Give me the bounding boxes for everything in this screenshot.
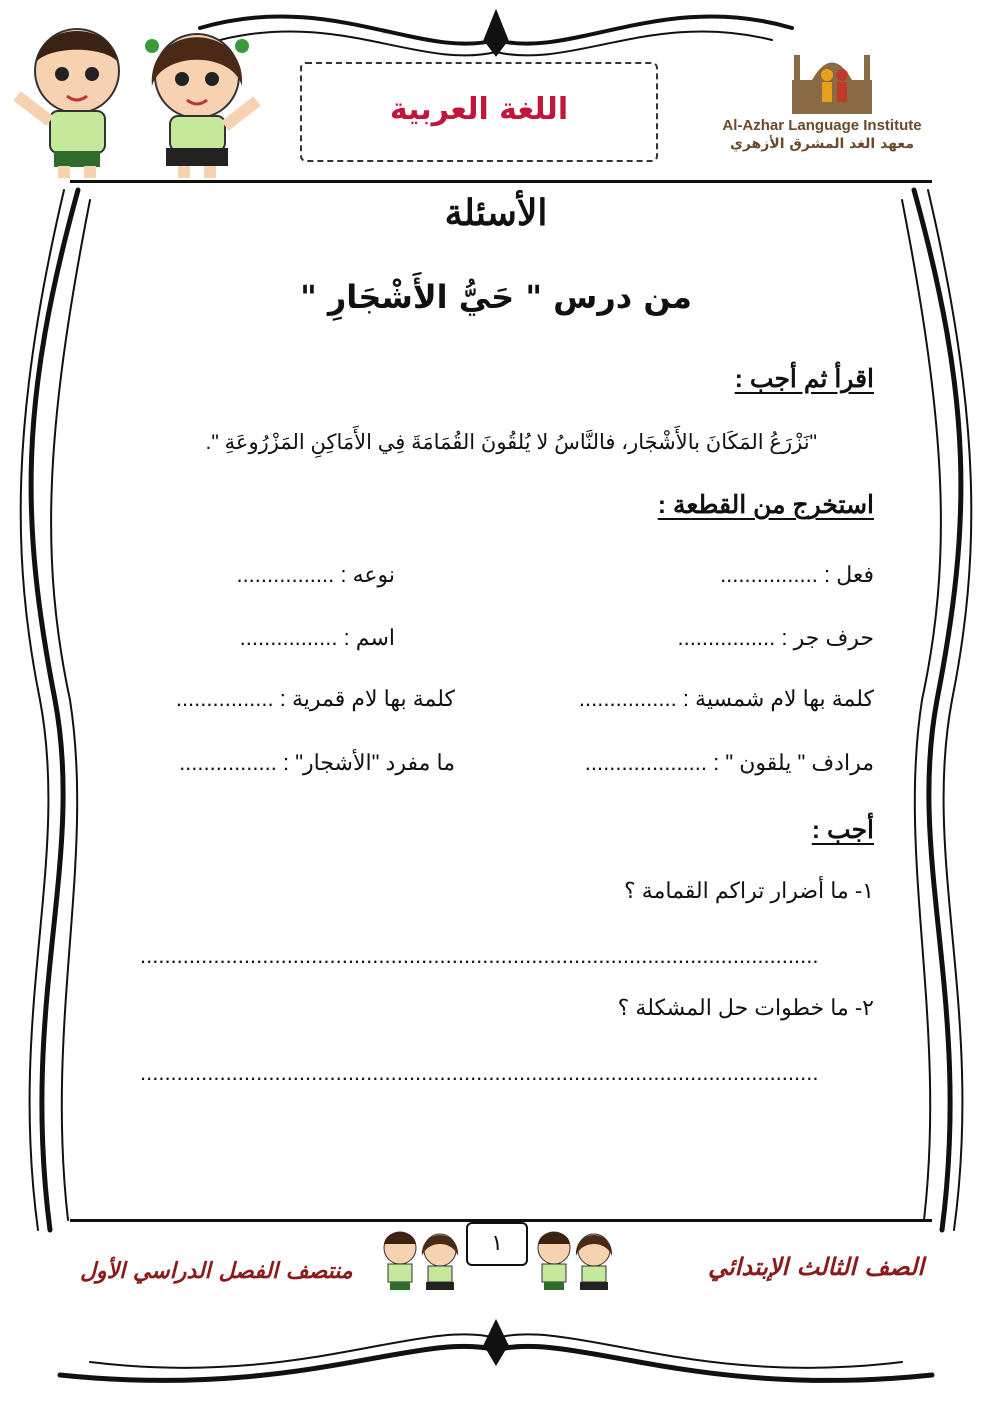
institute-name-ar: معهد الغد المشرق الأزهري <box>729 136 914 152</box>
header-divider <box>70 180 932 183</box>
read-heading: اقرأ ثم أجب : <box>734 365 874 393</box>
page-number: ١ <box>466 1222 528 1266</box>
page-title: الأسئلة <box>444 192 548 234</box>
extract-verb-type: نوعه : ................ <box>236 562 395 587</box>
extract-heading: استخرج من القطعة : <box>657 491 874 519</box>
institute-name-en: Al-Azhar Language Institute <box>722 117 922 134</box>
answer-heading: أجب : <box>811 816 874 844</box>
extract-synonym: مرادف " يلقون " : .................... <box>584 750 874 775</box>
extract-noun: اسم : ................ <box>239 625 395 650</box>
extract-lunar-lam: كلمة بها لام قمرية : ................ <box>175 686 455 711</box>
kids-small-right-icon <box>532 1226 618 1296</box>
subject-title: اللغة العربية <box>389 92 569 127</box>
footer-grade: الصف الثالث الإبتدائي <box>708 1252 924 1281</box>
extract-solar-lam: كلمة بها لام شمسية : ................ <box>578 686 874 711</box>
lesson-title: من درس " حَيُّ الأَشْجَارِ " <box>300 278 692 316</box>
institute-logo-icon <box>782 40 882 116</box>
question-1: ١- ما أضرار تراكم القمامة ؟ <box>624 878 874 903</box>
extract-verb: فعل : ................ <box>720 562 874 587</box>
question-2: ٢- ما خطوات حل المشكلة ؟ <box>617 995 874 1020</box>
kids-illustration-icon <box>12 16 267 181</box>
answer-line-1[interactable]: ............................................................................................................... <box>140 943 819 968</box>
answer-line-2[interactable]: ............................................................................................................... <box>140 1060 819 1085</box>
extract-singular: ما مفرد "الأشجار" : ................ <box>179 750 455 775</box>
kids-small-left-icon <box>378 1226 464 1296</box>
footer-term: منتصف الفصل الدراسي الأول <box>80 1258 353 1284</box>
extract-preposition: حرف جر : ................ <box>677 625 874 650</box>
passage-text: "نَزْرَعُ المَكَانَ بالأَشْجَار، فالنَّاسُ لا يُلقُونَ القُمَامَةَ فِي الأَمَاكِنِ المَزْرُوعَةِ ". <box>205 431 817 454</box>
